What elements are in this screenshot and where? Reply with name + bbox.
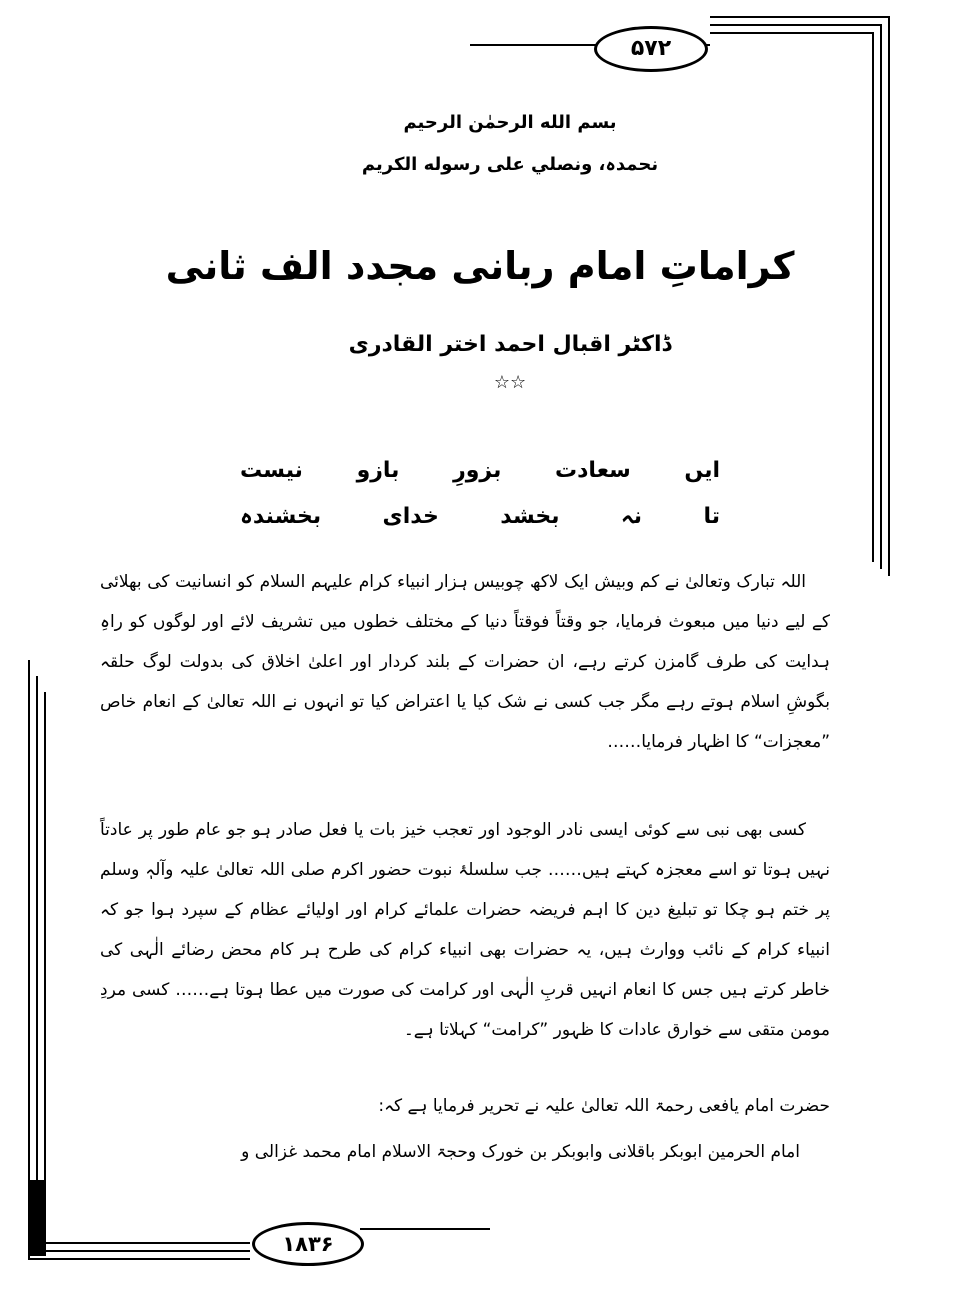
frame-line-top-2 <box>710 16 890 18</box>
frame-line-bottom-3 <box>44 1242 250 1244</box>
verse-word: بخشد <box>500 504 560 529</box>
verse-word: بازو <box>356 458 400 483</box>
verse-word: بخشندہ <box>240 504 322 529</box>
verse-word: نیست <box>240 458 303 483</box>
frame-line-bottom-2 <box>36 1250 250 1252</box>
body-paragraph-1: اللہ تبارک وتعالیٰ نے کم وبیش ایک لاکھ چوبیس ہزار انبیاء کرام علیہم السلام کو انسانیت کی بھلائی کے لیے دنیا میں مبعوث فرمایا، جو وقتاً فوقتاً دنیا کے مختلف خطوں میں تشریف لائے اور لوگوں کو راہِ ہدایت کی طرف گامزن کرتے رہے، ان حضرات کے بلند کردار اور اعلیٰ اخلاق کی بدولت لوگ حلقہ بگوشِ اسلام ہوتے رہے مگر جب کسی نے شک کیا یا اعتراض کیا تو انہوں نے اللہ تعالیٰ کے انعام خاص ”معجزات“ کا اظہار فرمایا…… <box>100 572 830 752</box>
frame-line-left-3 <box>44 692 46 1244</box>
bismillah: بسم الله الرحمٰن الرحيم <box>403 112 617 133</box>
verse-word: بزورِ <box>453 458 502 483</box>
frame-line-bottom-1 <box>28 1258 250 1260</box>
frame-line-left-2 <box>36 676 38 1251</box>
frame-line-top-4 <box>710 32 874 34</box>
frame-line-left-1 <box>28 660 30 1260</box>
body-paragraph-4: امام الحرمین ابوبکر باقلانی وابوبکر بن خورک وحجۃ الاسلام امام محمد غزالی و <box>241 1142 800 1162</box>
frame-line-left-thick <box>30 1180 46 1256</box>
frame-line-right-1 <box>888 16 890 576</box>
verse-line-1 <box>240 458 720 483</box>
page-number-top: ۵۷۲ <box>594 26 708 72</box>
author-name: ڈاکٹر اقبال احمد اختر القادری <box>348 332 672 357</box>
verse-word: سعادت <box>555 458 631 483</box>
frame-line-right-2 <box>880 24 882 569</box>
body-paragraph-3: حضرت امام یافعی رحمۃ اللہ تعالیٰ علیہ نے تحریر فرمایا ہے کہ: <box>378 1096 830 1116</box>
verse-word: خدای <box>382 504 439 529</box>
verse-word: تا <box>703 504 720 529</box>
article-title: کراماتِ امام ربانی مجدد الف ثانی <box>165 244 795 288</box>
verse-word: ایں <box>684 458 720 483</box>
frame-line-top-3 <box>710 24 882 26</box>
body-paragraph-2: کسی بھی نبی سے کوئی ایسی نادر الوجود اور تعجب خیز بات یا فعل صادر ہو جو عام طور پر عادتاً نہیں ہوتا تو اسے معجزہ کہتے ہیں…… جب سلسلۂ نبوت حضور اکرم صلی اللہ تعالیٰ علیہ وآلہٖ وسلم پر ختم ہو چکا تو تبلیغ دین کا اہم فریضہ حضرات علمائے کرام اور اولیائے عظام کے سپرد ہوا جو کہ انبیاء کرام کے نائب ووارث ہیں، یہ حضرات بھی انبیاء کرام کی طرح ہر کام محض رضائے الٰہی کی خاطر کرتے ہیں جس کا انعام انہیں قربِ الٰہی اور کرامت کی صورت میں عطا ہوتا ہے…… کسی مردِ مومن متقی سے خوارق عادات کا ظہور ”کرامت“ کہلاتا ہے۔ <box>100 820 830 1040</box>
frame-line-bottom-4 <box>360 1228 490 1230</box>
page-number-bottom: ۱۸۳۶ <box>252 1222 364 1266</box>
verse-word: نہ <box>620 504 643 529</box>
verse-line-2 <box>240 504 720 529</box>
star-ornament: ☆☆ <box>493 372 527 393</box>
salutation: نحمدہ، ونصلي على رسوله الكريم <box>361 154 659 175</box>
